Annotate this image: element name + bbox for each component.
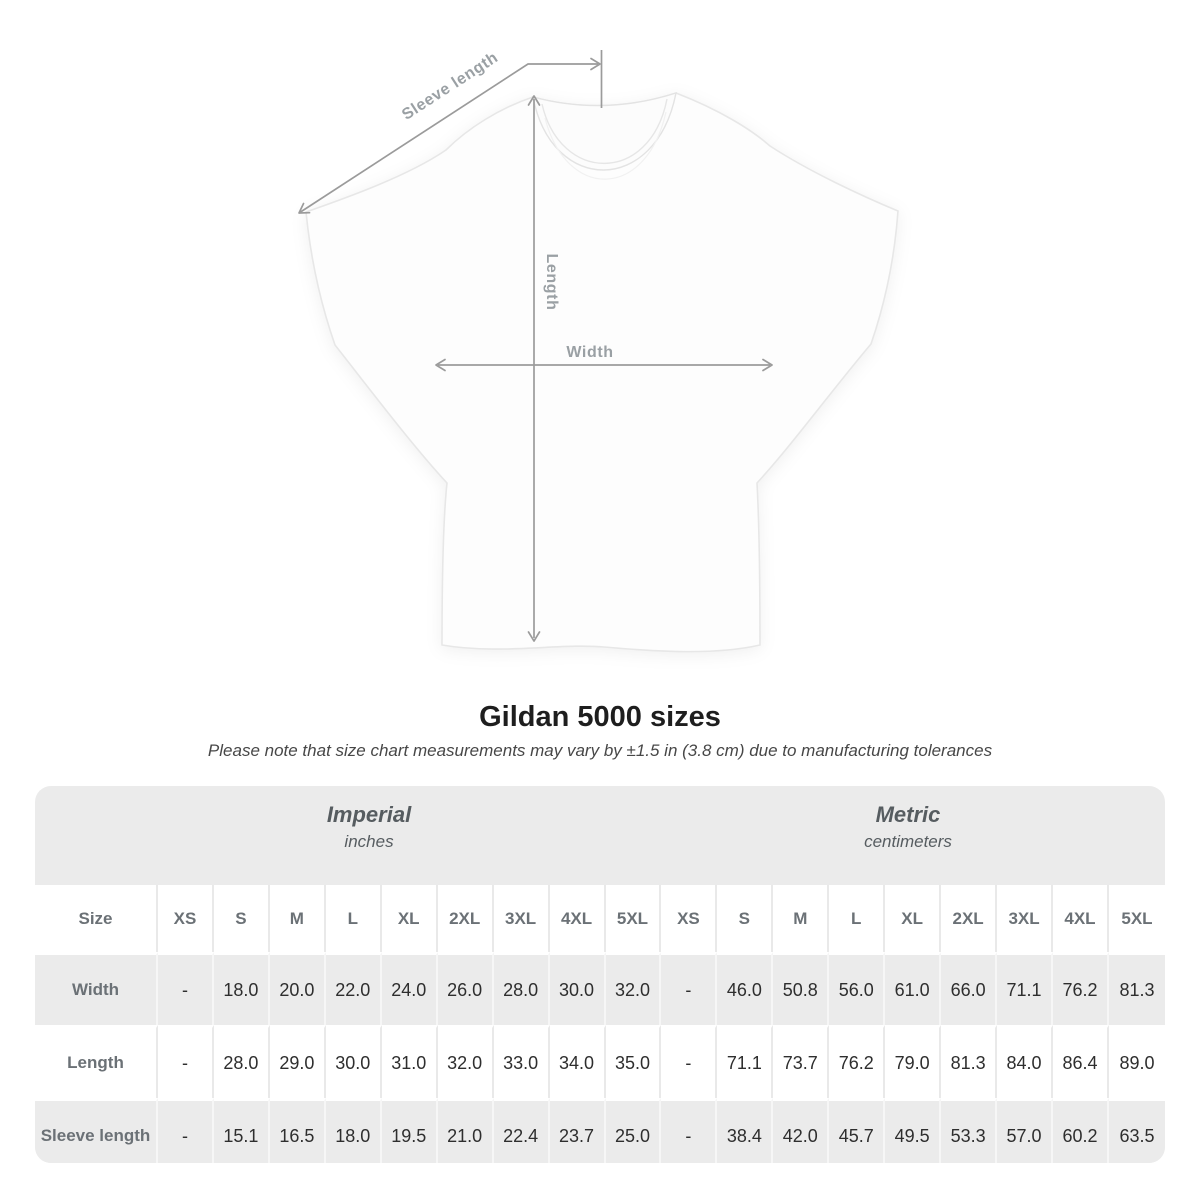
cell-metric-xs: - xyxy=(661,952,717,1025)
col-header-imperial-m: M xyxy=(270,885,326,952)
col-header-metric-xl: XL xyxy=(885,885,941,952)
cell-metric-2xl: 53.3 xyxy=(941,1098,997,1163)
cell-metric-s: 38.4 xyxy=(717,1098,773,1163)
cell-imperial-4xl: 34.0 xyxy=(550,1025,606,1098)
cell-metric-3xl: 71.1 xyxy=(997,952,1053,1025)
imperial-sublabel: inches xyxy=(344,832,394,851)
tolerance-note: Please note that size chart measurements may vary by ±1.5 in (3.8 cm) due to manufacturing tolerances xyxy=(207,741,993,760)
cell-metric-2xl: 81.3 xyxy=(941,1025,997,1098)
cell-metric-4xl: 60.2 xyxy=(1053,1098,1109,1163)
cell-imperial-5xl: 25.0 xyxy=(606,1098,662,1163)
cell-imperial-5xl: 35.0 xyxy=(606,1025,662,1098)
cell-imperial-3xl: 33.0 xyxy=(494,1025,550,1098)
col-header-metric-5xl: 5XL xyxy=(1109,885,1165,952)
table-row-sleeve-length xyxy=(35,1098,1165,1163)
length-label: Length xyxy=(543,253,560,311)
metric-label: Metric xyxy=(875,802,941,827)
cell-imperial-m: 16.5 xyxy=(270,1098,326,1163)
page-title: Gildan 5000 sizes xyxy=(479,701,721,733)
cell-imperial-xs: - xyxy=(158,1098,214,1163)
cell-imperial-s: 28.0 xyxy=(214,1025,270,1098)
cell-metric-l: 76.2 xyxy=(829,1025,885,1098)
cell-imperial-xs: - xyxy=(158,952,214,1025)
cell-imperial-s: 15.1 xyxy=(214,1098,270,1163)
cell-metric-xl: 61.0 xyxy=(885,952,941,1025)
cell-imperial-3xl: 22.4 xyxy=(494,1098,550,1163)
cell-metric-xl: 79.0 xyxy=(885,1025,941,1098)
col-header-imperial-4xl: 4XL xyxy=(550,885,606,952)
cell-metric-5xl: 89.0 xyxy=(1109,1025,1165,1098)
cell-imperial-xl: 24.0 xyxy=(382,952,438,1025)
row-label: Width xyxy=(35,952,158,1025)
cell-metric-s: 71.1 xyxy=(717,1025,773,1098)
cell-imperial-l: 18.0 xyxy=(326,1098,382,1163)
cell-imperial-2xl: 26.0 xyxy=(438,952,494,1025)
cell-imperial-s: 18.0 xyxy=(214,952,270,1025)
table-row-length xyxy=(35,1025,1165,1098)
col-header-metric-2xl: 2XL xyxy=(941,885,997,952)
cell-metric-l: 45.7 xyxy=(829,1098,885,1163)
size-column-header: Size xyxy=(35,885,158,952)
cell-metric-2xl: 66.0 xyxy=(941,952,997,1025)
tshirt-silhouette xyxy=(306,93,898,652)
size-table xyxy=(35,885,1165,1163)
cell-imperial-xs: - xyxy=(158,1025,214,1098)
cell-metric-l: 56.0 xyxy=(829,952,885,1025)
cell-metric-3xl: 57.0 xyxy=(997,1098,1053,1163)
cell-imperial-m: 20.0 xyxy=(270,952,326,1025)
cell-metric-m: 42.0 xyxy=(773,1098,829,1163)
metric-sublabel: centimeters xyxy=(864,832,952,851)
cell-imperial-l: 22.0 xyxy=(326,952,382,1025)
cell-metric-5xl: 63.5 xyxy=(1109,1098,1165,1163)
cell-metric-5xl: 81.3 xyxy=(1109,952,1165,1025)
col-header-imperial-l: L xyxy=(326,885,382,952)
width-label: Width xyxy=(566,344,614,361)
cell-metric-s: 46.0 xyxy=(717,952,773,1025)
col-header-metric-4xl: 4XL xyxy=(1053,885,1109,952)
cell-imperial-4xl: 30.0 xyxy=(550,952,606,1025)
cell-imperial-m: 29.0 xyxy=(270,1025,326,1098)
table-row-width xyxy=(35,952,1165,1025)
cell-metric-4xl: 76.2 xyxy=(1053,952,1109,1025)
row-label: Length xyxy=(35,1025,158,1098)
cell-imperial-l: 30.0 xyxy=(326,1025,382,1098)
units-band xyxy=(35,786,1165,885)
col-header-metric-m: M xyxy=(773,885,829,952)
cell-metric-m: 50.8 xyxy=(773,952,829,1025)
col-header-imperial-5xl: 5XL xyxy=(606,885,662,952)
sleeve-length-label: Sleeve length xyxy=(399,49,502,124)
cell-metric-xl: 49.5 xyxy=(885,1098,941,1163)
cell-imperial-xl: 19.5 xyxy=(382,1098,438,1163)
cell-imperial-3xl: 28.0 xyxy=(494,952,550,1025)
col-header-imperial-3xl: 3XL xyxy=(494,885,550,952)
cell-metric-xs: - xyxy=(661,1025,717,1098)
col-header-imperial-2xl: 2XL xyxy=(438,885,494,952)
cell-imperial-5xl: 32.0 xyxy=(606,952,662,1025)
cell-imperial-4xl: 23.7 xyxy=(550,1098,606,1163)
cell-metric-4xl: 86.4 xyxy=(1053,1025,1109,1098)
cell-metric-3xl: 84.0 xyxy=(997,1025,1053,1098)
col-header-metric-l: L xyxy=(829,885,885,952)
cell-metric-xs: - xyxy=(661,1098,717,1163)
imperial-unit-group xyxy=(327,800,411,854)
cell-metric-m: 73.7 xyxy=(773,1025,829,1098)
row-label: Sleeve length xyxy=(35,1098,158,1163)
cell-imperial-2xl: 32.0 xyxy=(438,1025,494,1098)
col-header-metric-xs: XS xyxy=(661,885,717,952)
imperial-label: Imperial xyxy=(326,802,412,827)
col-header-metric-3xl: 3XL xyxy=(997,885,1053,952)
cell-imperial-xl: 31.0 xyxy=(382,1025,438,1098)
col-header-imperial-xl: XL xyxy=(382,885,438,952)
col-header-metric-s: S xyxy=(717,885,773,952)
col-header-imperial-xs: XS xyxy=(158,885,214,952)
size-table-card xyxy=(35,786,1165,1163)
size-header-row xyxy=(35,885,1165,952)
col-header-imperial-s: S xyxy=(214,885,270,952)
cell-imperial-2xl: 21.0 xyxy=(438,1098,494,1163)
metric-unit-group xyxy=(864,800,952,854)
